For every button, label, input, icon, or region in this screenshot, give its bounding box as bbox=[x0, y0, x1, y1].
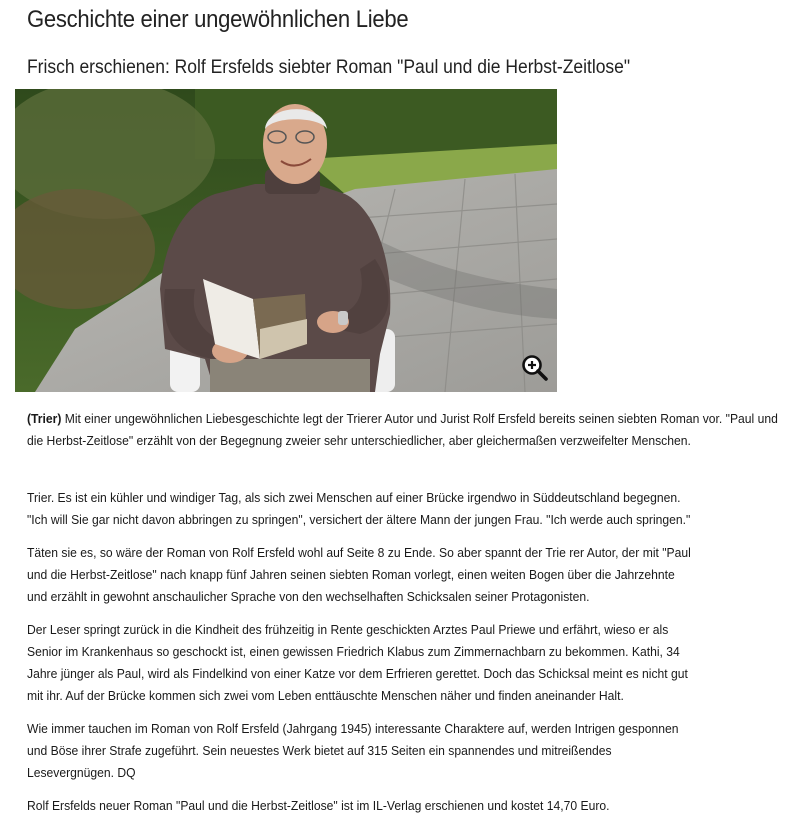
article-headline: Geschichte einer ungewöhnlichen Liebe bbox=[27, 6, 409, 33]
zoom-in-icon[interactable] bbox=[521, 354, 549, 382]
article-lead bbox=[27, 408, 791, 452]
body-paragraph: Trier. Es ist ein kühler und windiger Tag, als sich zwei Menschen auf einer Brücke irgendwo in Süddeutschland begegnen. "Ich will Sie gar nicht davon abbringen zu springen", versichert der ältere Mann der jungen Frau. "Ich werde auch springen." bbox=[27, 490, 691, 527]
body-paragraph: Der Leser springt zurück in die Kindheit des frühzeitig in Rente geschickten Arztes Paul Priewe und erfährt, wieso er als Senior im Krankenhaus so geschockt ist, einen gewissen Friedrich Klabus zum Zimmernachbarn zu bekommen. Kathi, 34 Jahre jünger als Paul, wird als Findelkind von einer Katze vor dem Erfrieren gerettet. Doch das Schicksal meint es nicht gut mit ihr. Auf der Brücke kommen sich zwei vom Leben enttäuschte Menschen näher und finden aneinander Halt. bbox=[27, 622, 688, 703]
article-body bbox=[27, 487, 694, 828]
body-paragraph: Wie immer tauchen im Roman von Rolf Ersfeld (Jahrgang 1945) interessante Charaktere auf, werden Intrigen gesponnen und Böse ihrer Strafe zugeführt. Sein neuestes Werk bietet auf 315 Seiten ein spannendes und mitreißendes Lesevergnügen. DQ bbox=[27, 721, 679, 780]
author-photo-illustration bbox=[15, 89, 557, 392]
lead-text: Mit einer ungewöhnlichen Liebesgeschichte legt der Trierer Autor und Jurist Rolf Ersfeld bereits seinen siebten Roman vor. "Paul und die Herbst-Zeitlose" erzählt von der Begegnung zweier sehr unterschiedlicher, aber gleichermaßen verzweifelter Menschen. bbox=[27, 411, 778, 448]
body-paragraph: Rolf Ersfelds neuer Roman "Paul und die Herbst-Zeitlose" ist im IL-Verlag erschienen und kostet 14,70 Euro. bbox=[27, 798, 610, 813]
body-paragraph: Täten sie es, so wäre der Roman von Rolf Ersfeld wohl auf Seite 8 zu Ende. So aber spannt der Trie rer Autor, der mit "Paul und die Herbst-Zeitlose" nach knapp fünf Jahren seinen siebten Roman vorlegt, einen weiten Bogen über die Jahrzehnte und erzählt in gewohnt anschaulicher Sprache von den wechselhaften Schicksalen seiner Protagonisten. bbox=[27, 545, 691, 604]
lead-location: (Trier) bbox=[27, 411, 62, 426]
article-photo[interactable] bbox=[15, 89, 557, 392]
article-subheadline: Frisch erschienen: Rolf Ersfelds siebter Roman "Paul und die Herbst-Zeitlose" bbox=[27, 57, 631, 78]
